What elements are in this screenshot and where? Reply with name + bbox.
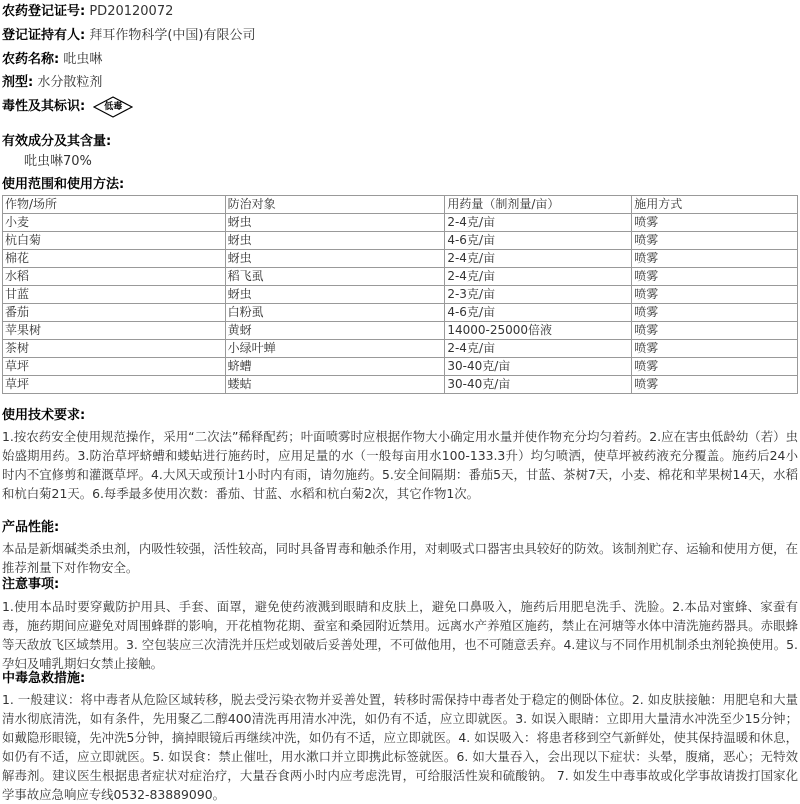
holder-row: [2, 26, 256, 46]
toxicity-badge-text: 低毒: [104, 102, 123, 112]
column-header-crop: 作物/场所: [3, 196, 226, 214]
active-ingredient-heading: 有效成分及其含量:: [2, 134, 112, 149]
crop-cell: 小麦: [3, 214, 226, 232]
pesticide-name-value: 吡虫啉: [63, 52, 103, 67]
first-aid-text: 1. 一般建议：将中毒者从危险区域转移，脱去受污染衣物并妥善处置，转移时需保持中毒者处于稳定的侧卧体位。2. 如皮肤接触：用肥皂和大量清水彻底清洗，如有条件，先用聚乙二醇400清洗再用清水冲洗，如仍有不适，应立即就医。3. 如误入眼睛：立即用大量清水冲洗至少15分钟；如戴隐形眼镜，先冲洗5分钟，摘掉眼镜后再继续冲洗，如仍有不适，应立即就医。4. 如误吸入：将患者移到空气新鲜处，使其保持温暖和休息，如仍有不适，应立即就医。5. 如误食：禁止催吐，用水漱口并立即携此标签就医。6. 如大量吞入，会出现以下症状：头晕，腹痛，恶心；无特效解毒剂。建议医生根据患者症状对症治疗，大量吞食两小时内应考虑洗胃，可给服活性炭和硫酸钠。 7. 如发生中毒事故或化学事故请拨打国家化学事故应急响应专线0532-83889090。: [2, 692, 798, 802]
toxicity-row: [2, 96, 133, 118]
registration-number-value: PD20120072: [89, 4, 174, 19]
target-cell: 黄蚜: [225, 322, 445, 340]
registration-number-row: [2, 2, 173, 22]
table-row: [3, 286, 798, 304]
usage-table-header: [3, 196, 798, 214]
active-ingredient-value: 吡虫啉70%: [24, 154, 92, 169]
caution-heading: 注意事项:: [2, 577, 60, 592]
method-cell: 喷雾: [632, 358, 798, 376]
usage-heading: 使用范围和使用方法:: [2, 177, 125, 192]
crop-cell: 棉花: [3, 250, 226, 268]
target-cell: 蚜虫: [225, 214, 445, 232]
table-row: [3, 250, 798, 268]
table-row: [3, 232, 798, 250]
dosage-cell: 2-4克/亩: [445, 214, 632, 232]
crop-cell: 草坪: [3, 358, 226, 376]
formulation-row: [2, 73, 102, 93]
target-cell: 小绿叶蝉: [225, 340, 445, 358]
technique-heading: 使用技术要求:: [2, 408, 86, 423]
dosage-cell: 4-6克/亩: [445, 304, 632, 322]
toxicity-label: 毒性及其标识:: [2, 99, 86, 114]
dosage-cell: 2-3克/亩: [445, 286, 632, 304]
method-cell: 喷雾: [632, 232, 798, 250]
caution-text: 1.使用本品时要穿戴防护用具、手套、面罩，避免使药液溅到眼睛和皮肤上，避免口鼻吸入，施药后用肥皂洗手、洗脸。2.本品对蜜蜂、家蚕有毒，施药期间应避免对周围蜂群的影响，开花植物花期、蚕室和桑园附近禁用。远离水产养殖区施药，禁止在河塘等水体中清洗施药器具。赤眼蜂等天敌放飞区域禁用。3. 空包装应三次清洗并压烂或划破后妥善处理，不可做他用，也不可随意丢弃。4.建议与不同作用机制杀虫剂轮换使用。5.孕妇及哺乳期妇女禁止接触。: [2, 599, 798, 671]
formulation-label: 剂型:: [2, 75, 34, 90]
table-row: [3, 340, 798, 358]
crop-cell: 杭白菊: [3, 232, 226, 250]
method-cell: 喷雾: [632, 286, 798, 304]
low-toxicity-diamond-icon: [93, 96, 133, 118]
target-cell: 蚜虫: [225, 250, 445, 268]
dosage-cell: 2-4克/亩: [445, 250, 632, 268]
column-header-method: 施用方式: [632, 196, 798, 214]
method-cell: 喷雾: [632, 376, 798, 394]
method-cell: 喷雾: [632, 322, 798, 340]
crop-cell: 草坪: [3, 376, 226, 394]
crop-cell: 甘蓝: [3, 286, 226, 304]
target-cell: 白粉虱: [225, 304, 445, 322]
usage-table: [2, 195, 798, 394]
target-cell: 蛴螬: [225, 358, 445, 376]
first-aid-heading: 中毒急救措施:: [2, 671, 86, 686]
formulation-value: 水分散粒剂: [37, 75, 103, 90]
dosage-cell: 30-40克/亩: [445, 376, 632, 394]
target-cell: 蚜虫: [225, 232, 445, 250]
method-cell: 喷雾: [632, 250, 798, 268]
target-cell: 稻飞虱: [225, 268, 445, 286]
performance-text: 本品是新烟碱类杀虫剂，内吸性较强，活性较高，同时具备胃毒和触杀作用，对刺吸式口器害虫具较好的防效。该制剂贮存、运输和使用方便，在推荐剂量下对作物安全。: [2, 541, 798, 575]
table-row: [3, 376, 798, 394]
dosage-cell: 4-6克/亩: [445, 232, 632, 250]
crop-cell: 苹果树: [3, 322, 226, 340]
table-row: [3, 214, 798, 232]
registration-number-label: 农药登记证号:: [2, 4, 86, 19]
table-row: [3, 304, 798, 322]
crop-cell: 水稻: [3, 268, 226, 286]
holder-label: 登记证持有人:: [2, 28, 86, 43]
crop-cell: 茶树: [3, 340, 226, 358]
holder-value: 拜耳作物科学(中国)有限公司: [89, 28, 256, 43]
method-cell: 喷雾: [632, 214, 798, 232]
method-cell: 喷雾: [632, 304, 798, 322]
technique-text: 1.按农药安全使用规范操作，采用“二次法”稀释配药；叶面喷雾时应根据作物大小确定用水量并使作物充分均匀着药。2.应在害虫低龄幼（若）虫始盛期用药。3.防治草坪蛴螬和蝼蛄进行施药时，应用足量的水（一般每亩用水100-133.3升）均匀喷洒，使草坪被药液充分覆盖。施药后24小时内不宜修剪和灌溉草坪。4.大风天或预计1小时内有雨，请勿施药。5.安全间隔期：番茄5天，甘蓝、茶树7天，小麦、棉花和苹果树14天，水稻和杭白菊21天。6.每季最多使用次数：番茄、甘蓝、水稻和杭白菊2次，其它作物1次。: [2, 429, 798, 501]
method-cell: 喷雾: [632, 340, 798, 358]
dosage-cell: 2-4克/亩: [445, 340, 632, 358]
column-header-target: 防治对象: [225, 196, 445, 214]
target-cell: 蝼蛄: [225, 376, 445, 394]
table-row: [3, 358, 798, 376]
dosage-cell: 2-4克/亩: [445, 268, 632, 286]
method-cell: 喷雾: [632, 268, 798, 286]
target-cell: 蚜虫: [225, 286, 445, 304]
column-header-dosage: 用药量（制剂量/亩）: [445, 196, 632, 214]
performance-heading: 产品性能:: [2, 520, 60, 535]
table-row: [3, 322, 798, 340]
crop-cell: 番茄: [3, 304, 226, 322]
table-row: [3, 268, 798, 286]
dosage-cell: 30-40克/亩: [445, 358, 632, 376]
pesticide-name-label: 农药名称:: [2, 52, 60, 67]
pesticide-name-row: [2, 50, 102, 70]
dosage-cell: 14000-25000倍液: [445, 322, 632, 340]
